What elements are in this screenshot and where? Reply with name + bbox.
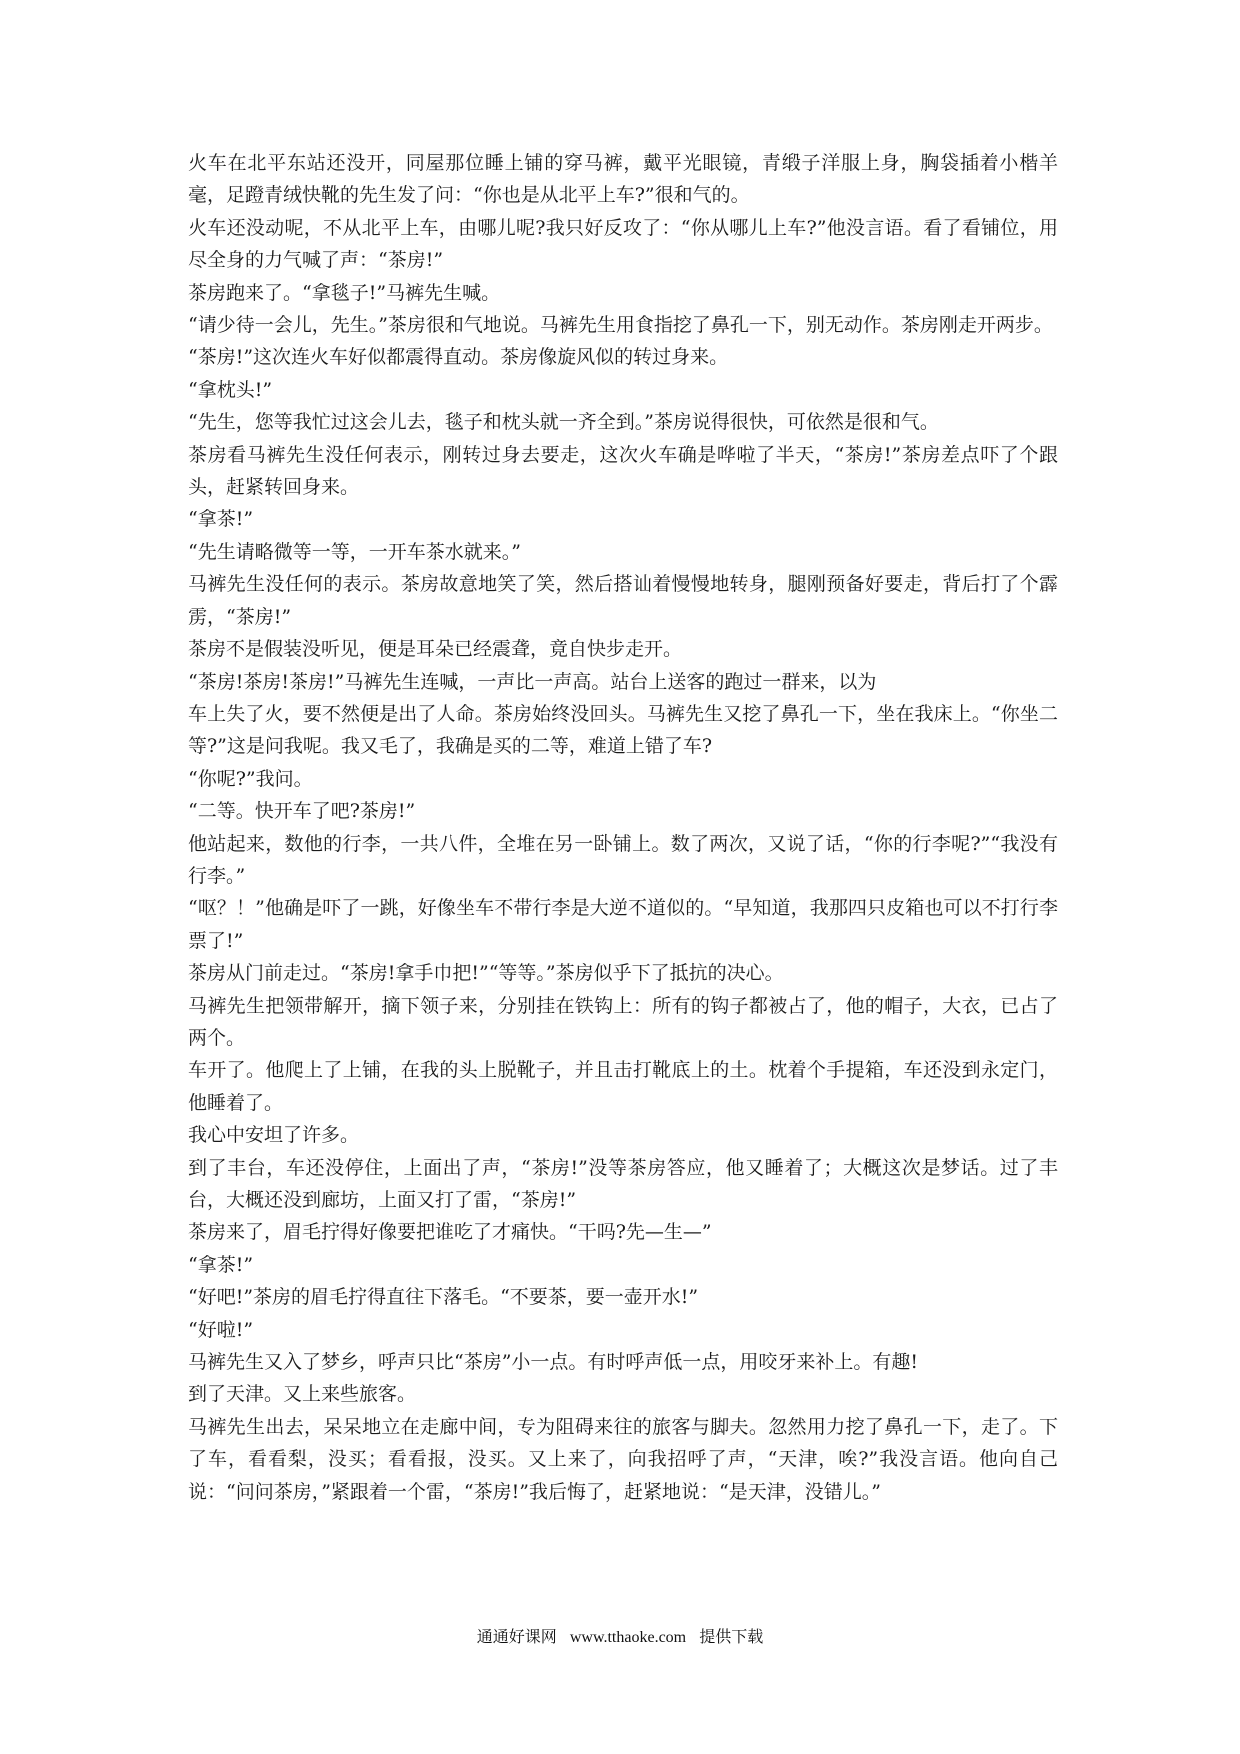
paragraph: “拿茶!” [188, 508, 254, 531]
page-footer [0, 1625, 1240, 1650]
paragraph: 马裤先生又入了梦乡，呼声只比“茶房”小一点。有时呼声低一点，用咬牙来补上。有趣! [188, 1351, 919, 1374]
footer-site-name: 通通好课网 [476, 1627, 557, 1646]
footer-url: www.tthaoke.com [569, 1629, 687, 1646]
paragraph: 马裤先生没任何的表示。茶房故意地笑了笑，然后搭讪着慢慢地转身，腿刚预备好要走，背后打了个霹雳，“茶房!” [188, 573, 1058, 628]
paragraph: 茶房来了，眉毛拧得好像要把谁吃了才痛快。“干吗?先—生—” [188, 1221, 712, 1244]
paragraph: 火车还没动呢，不从北平上车，由哪儿呢?我只好反攻了：“你从哪儿上车?”他没言语。看了看铺位，用尽全身的力气喊了声：“茶房!” [188, 216, 1058, 272]
paragraph: “好啦!” [188, 1318, 254, 1341]
paragraph: 马裤先生把领带解开，摘下领子来，分别挂在铁钩上：所有的钩子都被占了，他的帽子，大衣，已占了两个。 [188, 994, 1058, 1049]
paragraph: 火车在北平东站还没开，同屋那位睡上铺的穿马裤，戴平光眼镜，青缎子洋服上身，胸袋插着小楷羊毫，足蹬青绒快靴的先生发了问：“你也是从北平上车?”很和气的。 [188, 152, 1058, 207]
paragraph: “茶房!茶房!茶房!”马裤先生连喊，一声比一声高。站台上送客的跑过一群来，以为 [188, 670, 877, 693]
paragraph: 车上失了火，要不然便是出了人命。茶房始终没回头。马裤先生又挖了鼻孔一下，坐在我床上。“你坐二等?”这是问我呢。我又毛了，我确是买的二等，难道上错了车? [188, 702, 1058, 758]
paragraph: 茶房从门前走过。“茶房!拿手巾把!”“等等。”茶房似乎下了抵抗的决心。 [188, 962, 784, 985]
paragraph: “请少待一会儿，先生。”茶房很和气地说。马裤先生用食指挖了鼻孔一下，别无动作。茶房刚走开两步。 [188, 314, 1053, 337]
paragraph: 到了天津。又上来些旅客。 [188, 1383, 417, 1406]
paragraph: “好吧!”茶房的眉毛拧得直往下落毛。“不要茶，要一壶开水!” [188, 1286, 699, 1309]
paragraph: 茶房跑来了。“拿毯子!”马裤先生喊。 [188, 281, 501, 304]
paragraph: “拿枕头!” [188, 378, 273, 401]
paragraph: “拿茶!” [188, 1253, 254, 1276]
paragraph: 我心中安坦了许多。 [188, 1124, 360, 1147]
paragraph: “呕？！”他确是吓了一跳，好像坐车不带行李是大逆不道似的。“早知道，我那四只皮箱也可以不打行李票了!” [188, 897, 1058, 952]
paragraph: “茶房!”这次连火车好似都震得直动。茶房像旋风似的转过身来。 [188, 346, 729, 369]
paragraph: 车开了。他爬上了上铺，在我的头上脱靴子，并且击打靴底上的土。枕着个手提箱，车还没到永定门，他睡着了。 [188, 1059, 1058, 1114]
paragraph: “二等。快开车了吧?茶房!” [188, 800, 416, 823]
paragraph: 茶房看马裤先生没任何表示，刚转过身去要走，这次火车确是哗啦了半天，“茶房!”茶房差点吓了个跟头，赶紧转回身来。 [188, 443, 1058, 499]
paragraph: “先生请略微等一等，一开车茶水就来。” [188, 540, 521, 563]
paragraph: 他站起来，数他的行李，一共八件，全堆在另一卧铺上。数了两次，又说了话，“你的行李呢?”“我没有行李。” [188, 832, 1058, 887]
body-text [188, 147, 1058, 1508]
paragraph: “先生，您等我忙过这会儿去，毯子和枕头就一齐全到。”茶房说得很快，可依然是很和气。 [188, 411, 939, 434]
paragraph: “你呢?”我问。 [188, 767, 313, 790]
paragraph: 到了丰台，车还没停住，上面出了声，“茶房!”没等茶房答应，他又睡着了；大概这次是梦话。过了丰台，大概还没到廊坊，上面又打了雷，“茶房!” [188, 1156, 1058, 1211]
paragraph: 马裤先生出去，呆呆地立在走廊中间，专为阻碍来往的旅客与脚夫。忽然用力挖了鼻孔一下，走了。下了车，看看梨，没买；看看报，没买。又上来了，向我招呼了声，“天津，唉?”我没言语。他向自己说：“问问茶房，”紧跟着一个雷，“茶房!”我后悔了，赶紧地说：“是天津，没错儿。” [188, 1415, 1058, 1503]
footer-suffix: 提供下载 [699, 1627, 764, 1646]
paragraph: 茶房不是假装没听见，便是耳朵已经震聋，竟自快步走开。 [188, 638, 683, 661]
